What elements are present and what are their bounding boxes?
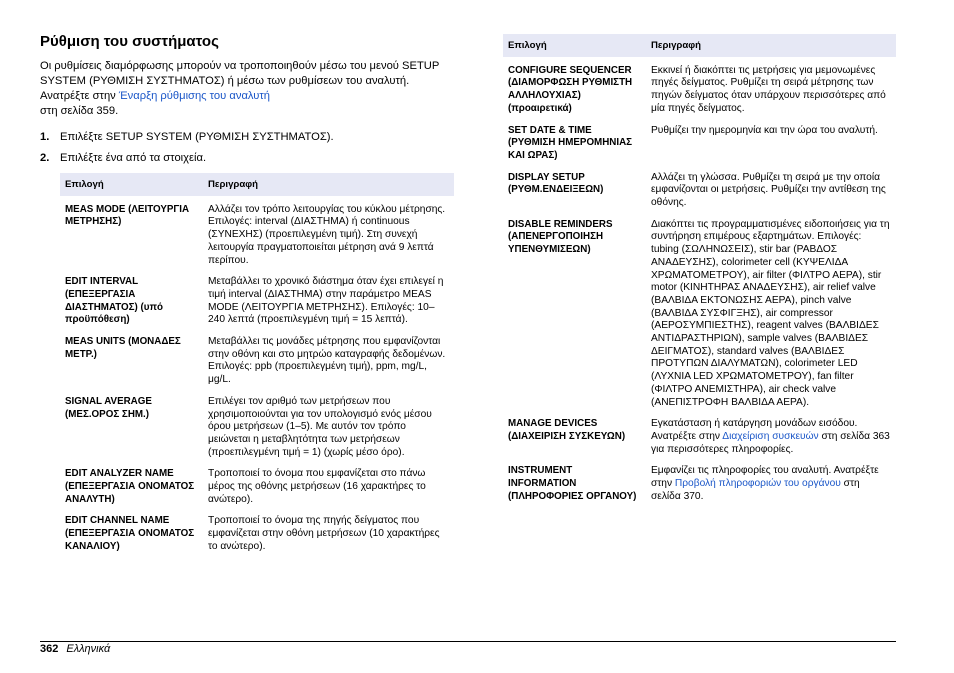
table-row <box>503 465 896 512</box>
description-text: στη σελίδα 370. <box>651 478 860 502</box>
option-cell: INSTRUMENT INFORMATION (ΠΛΗΡΟΦΟΡΙΕΣ ΟΡΓΑΝΟΥ) <box>508 465 637 502</box>
step-item <box>40 152 206 164</box>
table-row <box>503 418 896 465</box>
option-cell: SET DATE & TIME (ΡΥΘΜΙΣΗ ΗΜΕΡΟΜΗΝΙΑΣ ΚΑΙ ΩΡΑΣ) <box>508 124 633 161</box>
description-cell: Μεταβάλλει το χρονικό διάστημα όταν έχει επιλεγεί η τιμή interval (ΔΙΑΣΤΗΜΑ) στην παράμετρο MEAS MODE (ΛΕΙΤΟΥΡΓΙΑ ΜΕΤΡΗΣΗΣ). Επιλογές: 10–240 λεπτά (προεπιλεγμένη τιμή = 15 λεπτά). <box>208 276 444 326</box>
step-number: 2. <box>40 152 50 164</box>
description-text: Εγκατάσταση ή κατάργηση μονάδων εισόδου. Ανατρέξτε στην <box>651 418 858 442</box>
step-text: Επιλέξτε SETUP SYSTEM (ΡΥΘΜΙΣΗ ΣΥΣΤΗΜΑΤΟΣ). <box>60 131 334 143</box>
table-row <box>503 219 896 419</box>
footer-language: Ελληνικά <box>66 643 111 655</box>
table-row <box>503 172 896 219</box>
intro-text-after: στη σελίδα 359. <box>40 105 119 117</box>
step-number: 1. <box>40 131 50 143</box>
manage-devices-link[interactable]: Διαχείριση συσκευών <box>722 430 819 442</box>
description-text: στη σελίδα 363 για περισσότερες πληροφορίες. <box>651 430 890 455</box>
description-cell: Αλλάζει τη γλώσσα. Ρυθμίζει τη σειρά με την οποία εμφανίζονται οι μετρήσεις. Ρυθμίζει την αντίθεση της οθόνης. <box>651 171 886 209</box>
description-cell: Μεταβάλλει τις μονάδες μέτρησης που εμφανίζονται στην οθόνη και στο μητρώο καταγραφής δεδομένων. Επιλογές: ppb (προεπιλεγμένη τιμή), ppm, mg/L, μg/L. <box>208 336 446 386</box>
table-row <box>60 276 454 336</box>
table-header-row <box>503 34 896 57</box>
description-cell: Επιλέγει τον αριθμό των μετρήσεων που χρησιμοποιούνται για τον υπολογισμό ενός μέσου όρου μετρήσεων (1–5). Με αυτόν τον τρόπο μειώνεται η μεταβλητότητα των μετρήσεων (προεπιλεγμένη τιμή = 1) (χωρίς μέσο όρο). <box>208 395 432 458</box>
step-item <box>40 131 334 143</box>
description-text: Εμφανίζει τις πληροφορίες του αναλυτή. Ανατρέξτε στην <box>651 465 879 490</box>
description-cell <box>646 418 896 465</box>
column-header-description: Περιγραφή <box>646 34 896 57</box>
table-row <box>60 196 454 277</box>
table-row <box>503 125 896 172</box>
description-cell <box>646 465 896 512</box>
option-cell: DISABLE REMINDERS (ΑΠΕΝΕΡΓΟΠΟΙΗΣΗ ΥΠΕΝΘΥΜΙΣΕΩΝ) <box>508 218 613 256</box>
settings-table-right <box>503 34 896 513</box>
description-cell: Εκκινεί ή διακόπτει τις μετρήσεις για μεμονωμένες πηγές δείγματος. Ρυθμίζει τη σειρά μέτρησης των πηγών δείγματος όταν υπάρχουν περισσότερες από μία πηγές δείγματος. <box>651 64 886 114</box>
table-header-row <box>60 173 454 196</box>
description-cell: Διακόπτει τις προγραμματισμένες ειδοποιήσεις για τη συντήρηση επιμέρους εξαρτημάτων. Επιλογές: tubing (ΣΩΛΗΝΩΣΕΙΣ), stir bar (ΡΑΒΔΟΣ ΑΝΑΔΕΥΣΗΣ), colorimeter cell (ΚΥΨΕΛΙΔΑ ΧΡΩΜΑΤΟΜΕΤΡΟΥ), air filter (ΦΙΛΤΡΟ ΑΕΡΑ), stir motor (ΚΙΝΗΤΗΡΑΣ ΑΝΑΔΕΥΣΗΣ), air relief valve (ΒΑΛΒΙΔΑ ΕΚΤΟΝΩΣΗΣ ΑΕΡΑ), pinch valve (ΒΑΛΒΙΔΑ ΣΥΣΦΙΓΞΗΣ), air compressor (ΑΕΡΟΣΥΜΠΙΕΣΤΗΣ), reagent valves (ΒΑΛΒΙΔΕΣ ΑΝΤΙΔΡΑΣΤΗΡΙΩΝ), sample valves (ΒΑΛΒΙΔΕΣ ΔΕΙΓΜΑΤΟΣ), standard valves (ΒΑΛΒΙΔΕΣ ΠΡΟΤΥΠΩΝ ΔΙΑΛΥΜΑΤΩΝ), colorimeter LED (ΛΥΧΝΙΑ LED ΧΡΩΜΑΤΟΜΕΤΡΟΥ), fan filter (ΦΙΛΤΡΟ ΑΝΕΜΙΣΤΗΡΑ), air check valve (ΑΝΕΠΙΣΤΡΟΦΗ ΒΑΛΒΙΔΑ ΑΕΡΑ). <box>651 218 890 408</box>
option-cell: EDIT ANALYZER NAME (ΕΠΕΞΕΡΓΑΣΙΑ ΟΝΟΜΑΤΟΣ ΑΝΑΛΥΤΗ) <box>65 468 195 505</box>
column-header-option: Επιλογή <box>60 173 203 196</box>
table-row <box>60 468 454 515</box>
step-text: Επιλέξτε ένα από τα στοιχεία. <box>60 152 207 164</box>
table-row <box>503 57 896 125</box>
intro-text: Οι ρυθμίσεις διαμόρφωσης μπορούν να τροποποιηθούν μέσω του μενού SETUP SYSTEM (ΡΥΘΜΙΣΗ ΣΥΣΤΗΜΑΤΟΣ) ή μέσω των ρυθμίσεων του αναλυτή. Ανατρέξτε στην <box>40 60 440 102</box>
table-row <box>60 396 454 469</box>
option-cell: MEAS MODE (ΛΕΙΤΟΥΡΓΙΑ ΜΕΤΡΗΣΗΣ) <box>65 203 190 228</box>
option-cell: CONFIGURE SEQUENCER (ΔΙΑΜΟΡΦΩΣΗ ΡΥΘΜΙΣΤΗ ΑΛΛΗΛΟΥΧΙΑΣ) (προαιρετικά) <box>508 64 633 114</box>
page-footer <box>40 643 110 655</box>
page-title: Ρύθμιση του συστήματος <box>40 33 219 50</box>
description-cell: Ρυθμίζει την ημερομηνία και την ώρα του αναλυτή. <box>651 124 878 136</box>
option-cell: EDIT CHANNEL NAME (ΕΠΕΞΕΡΓΑΣΙΑ ΟΝΟΜΑΤΟΣ ΚΑΝΑΛΙΟΥ) <box>65 515 195 552</box>
column-header-option: Επιλογή <box>503 34 646 57</box>
option-cell: SIGNAL AVERAGE (ΜΕΣ.ΟΡΟΣ ΣΗΜ.) <box>65 395 152 420</box>
option-cell: MANAGE DEVICES (ΔΙΑΧΕΙΡΙΣΗ ΣΥΣΚΕΥΩΝ) <box>508 418 626 442</box>
page-number: 362 <box>40 643 59 655</box>
table-row <box>60 336 454 396</box>
instrument-info-link[interactable]: Προβολή πληροφοριών του οργάνου <box>674 478 841 490</box>
column-header-description: Περιγραφή <box>203 173 454 196</box>
option-cell: DISPLAY SETUP (ΡΥΘΜ.ΕΝΔΕΙΞΕΩΝ) <box>508 171 604 196</box>
settings-table-left <box>60 173 454 563</box>
option-cell: EDIT INTERVAL (ΕΠΕΞΕΡΓΑΣΙΑ ΔΙΑΣΤΗΜΑΤΟΣ) (υπό προϋπόθεση) <box>65 276 163 326</box>
intro-link[interactable]: Έναρξη ρύθμισης του αναλυτή <box>118 90 270 102</box>
footer-divider <box>40 641 896 642</box>
intro-paragraph <box>40 59 460 119</box>
description-cell: Τροποποιεί το όνομα που εμφανίζεται στο πάνω μέρος της οθόνης μετρήσεων (16 χαρακτήρες το ανώτερο). <box>208 468 426 505</box>
description-cell: Τροποποιεί το όνομα της πηγής δείγματος που εμφανίζεται στην οθόνη μετρήσεων (10 χαρακτήρες το ανώτερο). <box>208 515 440 552</box>
option-cell: MEAS UNITS (ΜΟΝΑΔΕΣ ΜΕΤΡ.) <box>65 336 181 360</box>
table-row <box>60 515 454 562</box>
description-cell: Αλλάζει τον τρόπο λειτουργίας του κύκλου μέτρησης. Επιλογές: interval (ΔΙΑΣΤΗΜΑ) ή continuous (ΣΥΝΕΧΗΣ) (προεπιλεγμένη τιμή). Στη συνεχή λειτουργία πραγματοποιείται μέτρηση ανά 9 λεπτά περίπου. <box>208 203 446 266</box>
